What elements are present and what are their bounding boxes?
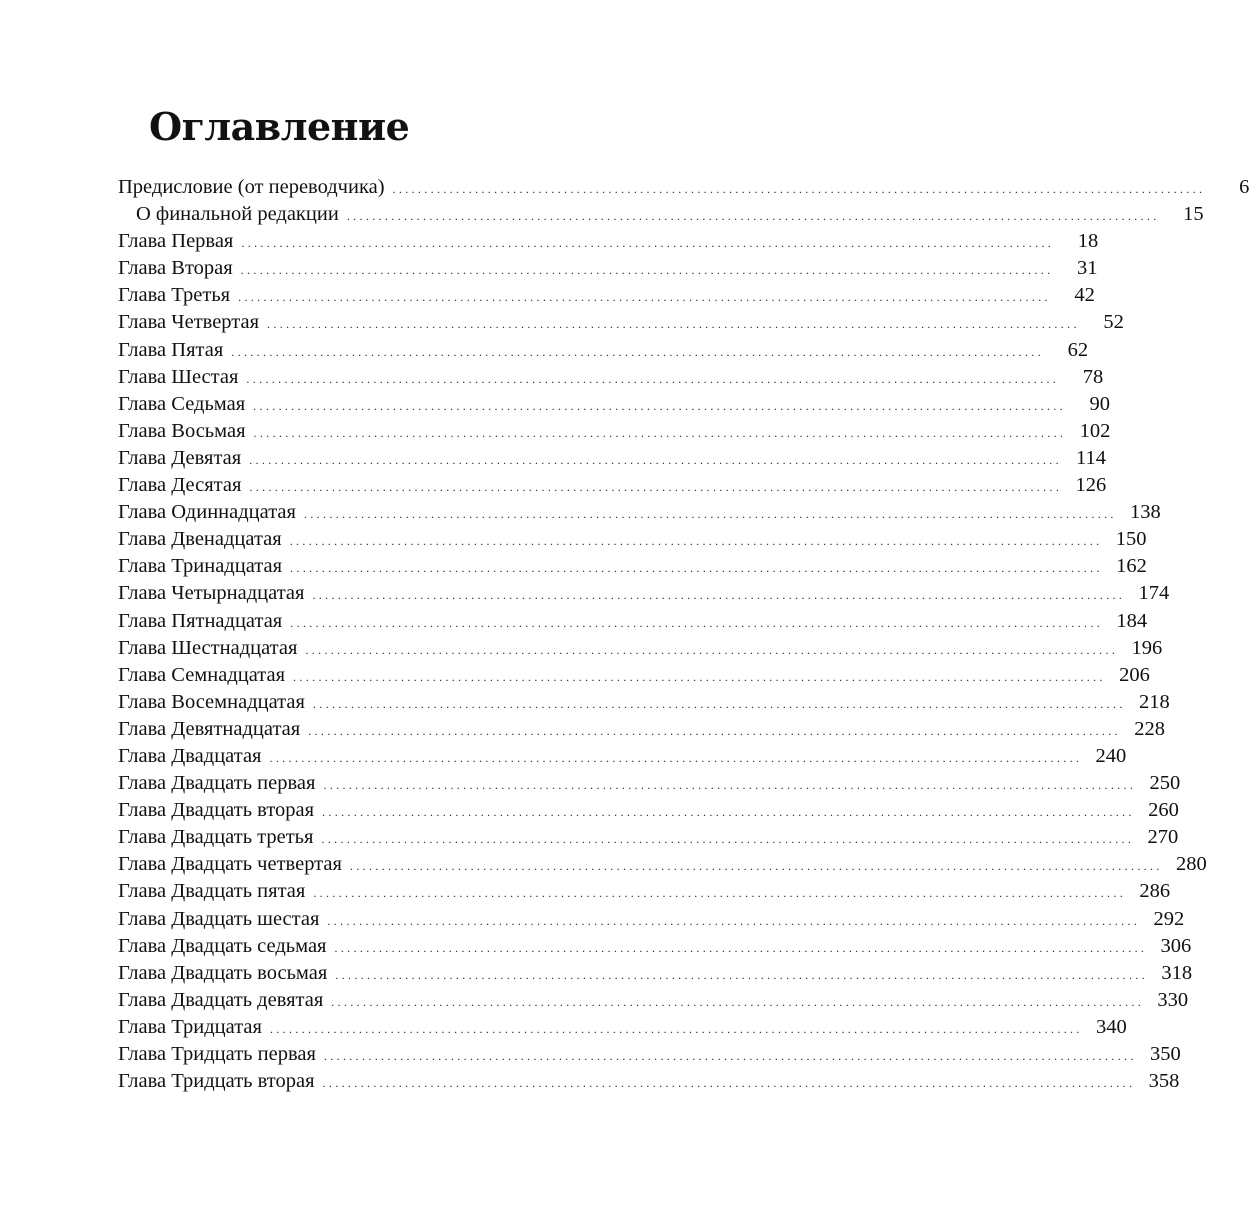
toc-entry-label: Глава Двадцать восьмая: [118, 961, 328, 984]
dot-leader: ................................................................................................................................: [322, 805, 1135, 820]
toc-entry-page-number: 250: [1149, 772, 1181, 795]
toc-entry-page-number: 31: [1076, 257, 1098, 280]
toc-entry-page-number: 280: [1175, 853, 1207, 876]
dot-leader: ................................................................................................................................: [331, 994, 1145, 1009]
toc-entry-label: Глава Девятнадцатая: [118, 717, 301, 740]
toc-entry-label: Глава Пятнадцатая: [118, 609, 283, 632]
toc-entry-page-number: 138: [1130, 501, 1161, 524]
dot-leader: ................................................................................................................................: [312, 696, 1126, 711]
toc-entry[interactable]: [118, 1041, 1181, 1068]
toc-entry-page-number: 240: [1095, 744, 1127, 767]
dot-leader: ................................................................................................................................: [313, 886, 1127, 901]
toc-entry-page-number: 114: [1076, 446, 1106, 469]
toc-entry[interactable]: [118, 662, 1150, 689]
dot-leader: ................................................................................................................................: [253, 425, 1067, 440]
dot-leader: ................................................................................................................................: [241, 236, 1055, 251]
toc-entry[interactable]: [118, 933, 1192, 960]
toc-entry-label: Глава Восемнадцатая: [118, 690, 305, 713]
toc-entry-page-number: 6: [1239, 176, 1249, 198]
toc-entry-label: Глава Третья: [118, 284, 231, 307]
toc-entry-label: Глава Одиннадцатая: [118, 501, 296, 524]
dot-leader: ................................................................................................................................: [289, 534, 1103, 549]
toc-entry-label: Глава Двадцать девятая: [118, 988, 324, 1011]
toc-entry-page-number: 102: [1079, 419, 1111, 442]
toc-entry[interactable]: [118, 255, 1098, 282]
toc-entry-page-number: 90: [1089, 392, 1110, 415]
dot-leader: ................................................................................................................................: [303, 507, 1117, 522]
dot-leader: ................................................................................................................................: [293, 669, 1106, 684]
toc-entry-page-number: 206: [1119, 663, 1150, 686]
toc-entry-label: Глава Первая: [118, 230, 234, 253]
toc-entry[interactable]: [118, 635, 1163, 662]
toc-entry[interactable]: [118, 797, 1179, 824]
toc-entry[interactable]: [118, 824, 1179, 851]
toc-entry-page-number: 260: [1148, 799, 1179, 822]
dot-leader: ................................................................................................................................: [253, 398, 1066, 413]
toc-entry[interactable]: [118, 851, 1207, 878]
toc-entry[interactable]: [118, 499, 1161, 526]
dot-leader: ................................................................................................................................: [231, 344, 1045, 359]
toc-entry[interactable]: [118, 689, 1170, 716]
toc-entry-label: Глава Двадцать четвертая: [118, 853, 342, 876]
toc-entry[interactable]: [118, 309, 1124, 336]
toc-entry-page-number: 42: [1074, 284, 1095, 307]
toc-entry-label: О финальной редакции: [136, 203, 339, 226]
toc-entry[interactable]: [118, 960, 1193, 987]
toc-entry-label: Глава Семнадцатая: [118, 663, 286, 686]
toc-entry[interactable]: [118, 228, 1099, 255]
toc-entry-page-number: 196: [1131, 636, 1163, 659]
toc-entry-label: Глава Тридцать первая: [118, 1043, 316, 1065]
toc-entry-label: Предисловие (от переводчика): [118, 176, 385, 198]
toc-entry-label: Глава Шестая: [118, 365, 239, 388]
toc-entry[interactable]: [118, 1014, 1127, 1041]
dot-leader: ................................................................................................................................: [312, 588, 1126, 603]
toc-entry-page-number: 78: [1082, 365, 1104, 388]
toc-entry[interactable]: [118, 987, 1189, 1014]
toc-entry-label: Глава Восьмая: [118, 419, 246, 442]
toc-entry[interactable]: [118, 526, 1147, 553]
dot-leader: ................................................................................................................................: [249, 452, 1062, 467]
toc-entry[interactable]: [118, 580, 1170, 607]
dot-leader: ................................................................................................................................: [346, 209, 1160, 224]
dot-leader: ................................................................................................................................: [349, 859, 1163, 874]
toc-entry-page-number: 306: [1160, 934, 1192, 957]
toc-entry-label: Глава Тридцатая: [118, 1015, 262, 1038]
toc-entry-page-number: 330: [1157, 988, 1189, 1011]
toc-entry-label: Глава Двадцатая: [118, 744, 262, 767]
toc-entry-page-number: 184: [1116, 609, 1148, 632]
toc-entry-label: Глава Четырнадцатая: [118, 582, 305, 605]
toc-entry[interactable]: [118, 743, 1127, 770]
toc-entry-label: Глава Тринадцатая: [118, 555, 283, 578]
dot-leader: ................................................................................................................................: [246, 371, 1060, 386]
toc-entry-page-number: 286: [1139, 880, 1171, 903]
dot-leader: ................................................................................................................................: [323, 1049, 1137, 1063]
toc-entry[interactable]: [118, 445, 1106, 472]
toc-entry-page-number: 174: [1138, 582, 1170, 605]
toc-entry-label: Глава Двадцать шестая: [118, 907, 320, 930]
toc-entry-label: Глава Пятая: [118, 338, 224, 361]
toc-entry[interactable]: [118, 418, 1111, 445]
toc-entry-label: Глава Седьмая: [118, 392, 246, 415]
toc-entry[interactable]: [118, 716, 1165, 743]
toc-entry-page-number: 318: [1161, 961, 1193, 984]
toc-entry[interactable]: [118, 282, 1095, 309]
toc-entry-label: Глава Тридцать вторая: [118, 1070, 315, 1093]
dot-leader: ................................................................................................................................: [305, 642, 1119, 657]
toc-entry-page-number: 15: [1183, 203, 1204, 226]
table-of-contents: [118, 174, 1249, 1095]
toc-entry-page-number: 228: [1134, 717, 1165, 740]
toc-entry-page-number: 126: [1075, 474, 1107, 497]
toc-entry-label: Глава Двадцать первая: [118, 772, 316, 795]
toc-entry[interactable]: [118, 174, 1249, 201]
dot-leader: ................................................................................................................................: [249, 480, 1063, 495]
dot-leader: ................................................................................................................................: [240, 263, 1054, 278]
toc-entry[interactable]: [118, 608, 1148, 635]
dot-leader: ................................................................................................................................: [267, 317, 1080, 332]
dot-leader: ................................................................................................................................: [308, 723, 1121, 738]
dot-leader: ................................................................................................................................: [334, 940, 1148, 955]
toc-entry-label: Глава Двадцать седьмая: [118, 934, 327, 957]
toc-entry-label: Глава Двадцать пятая: [118, 880, 306, 903]
toc-entry-page-number: 350: [1149, 1043, 1181, 1065]
dot-leader: ................................................................................................................................: [327, 913, 1141, 928]
dot-leader: ................................................................................................................................: [290, 615, 1104, 630]
dot-leader: ................................................................................................................................: [322, 1076, 1136, 1091]
toc-entry-label: Глава Шестнадцатая: [118, 636, 298, 659]
toc-entry-label: Глава Девятая: [118, 446, 242, 469]
toc-entry[interactable]: [118, 1068, 1180, 1095]
toc-entry[interactable]: [118, 364, 1104, 391]
dot-leader: ................................................................................................................................: [392, 182, 1206, 196]
toc-entry-label: Глава Двенадцатая: [118, 528, 282, 551]
dot-leader: ................................................................................................................................: [323, 778, 1137, 793]
toc-entry-page-number: 162: [1116, 555, 1147, 578]
toc-entry[interactable]: [118, 391, 1110, 418]
toc-entry-page-number: 150: [1115, 528, 1147, 551]
toc-entry[interactable]: [118, 906, 1185, 933]
toc-entry-label: Глава Десятая: [118, 474, 242, 497]
toc-entry-label: Глава Двадцать третья: [118, 826, 314, 849]
dot-leader: ................................................................................................................................: [238, 290, 1051, 305]
toc-entry-label: Глава Вторая: [118, 257, 233, 280]
toc-entry-label: Глава Четвертая: [118, 311, 260, 334]
dot-leader: ................................................................................................................................: [321, 832, 1135, 847]
toc-entry-page-number: 340: [1096, 1015, 1127, 1038]
toc-entry[interactable]: [118, 553, 1147, 580]
toc-entry-label: Глава Двадцать вторая: [118, 799, 315, 822]
toc-entry[interactable]: [118, 770, 1181, 797]
dot-leader: ................................................................................................................................: [269, 750, 1083, 765]
toc-entry[interactable]: [118, 337, 1089, 364]
toc-entry-page-number: 62: [1067, 338, 1089, 361]
dot-leader: ................................................................................................................................: [290, 561, 1103, 576]
toc-entry-page-number: 218: [1138, 690, 1170, 713]
toc-entry[interactable]: [118, 878, 1171, 905]
dot-leader: ................................................................................................................................: [269, 1021, 1083, 1036]
toc-entry-page-number: 18: [1077, 230, 1099, 253]
toc-entry-page-number: 270: [1147, 826, 1179, 849]
toc-entry-page-number: 358: [1148, 1070, 1180, 1093]
page-title: Оглавление: [149, 104, 410, 149]
toc-entry[interactable]: [118, 201, 1204, 228]
toc-entry[interactable]: [118, 472, 1107, 499]
toc-entry-page-number: 52: [1103, 311, 1124, 334]
dot-leader: ................................................................................................................................: [335, 967, 1149, 982]
toc-entry-page-number: 292: [1153, 907, 1185, 930]
